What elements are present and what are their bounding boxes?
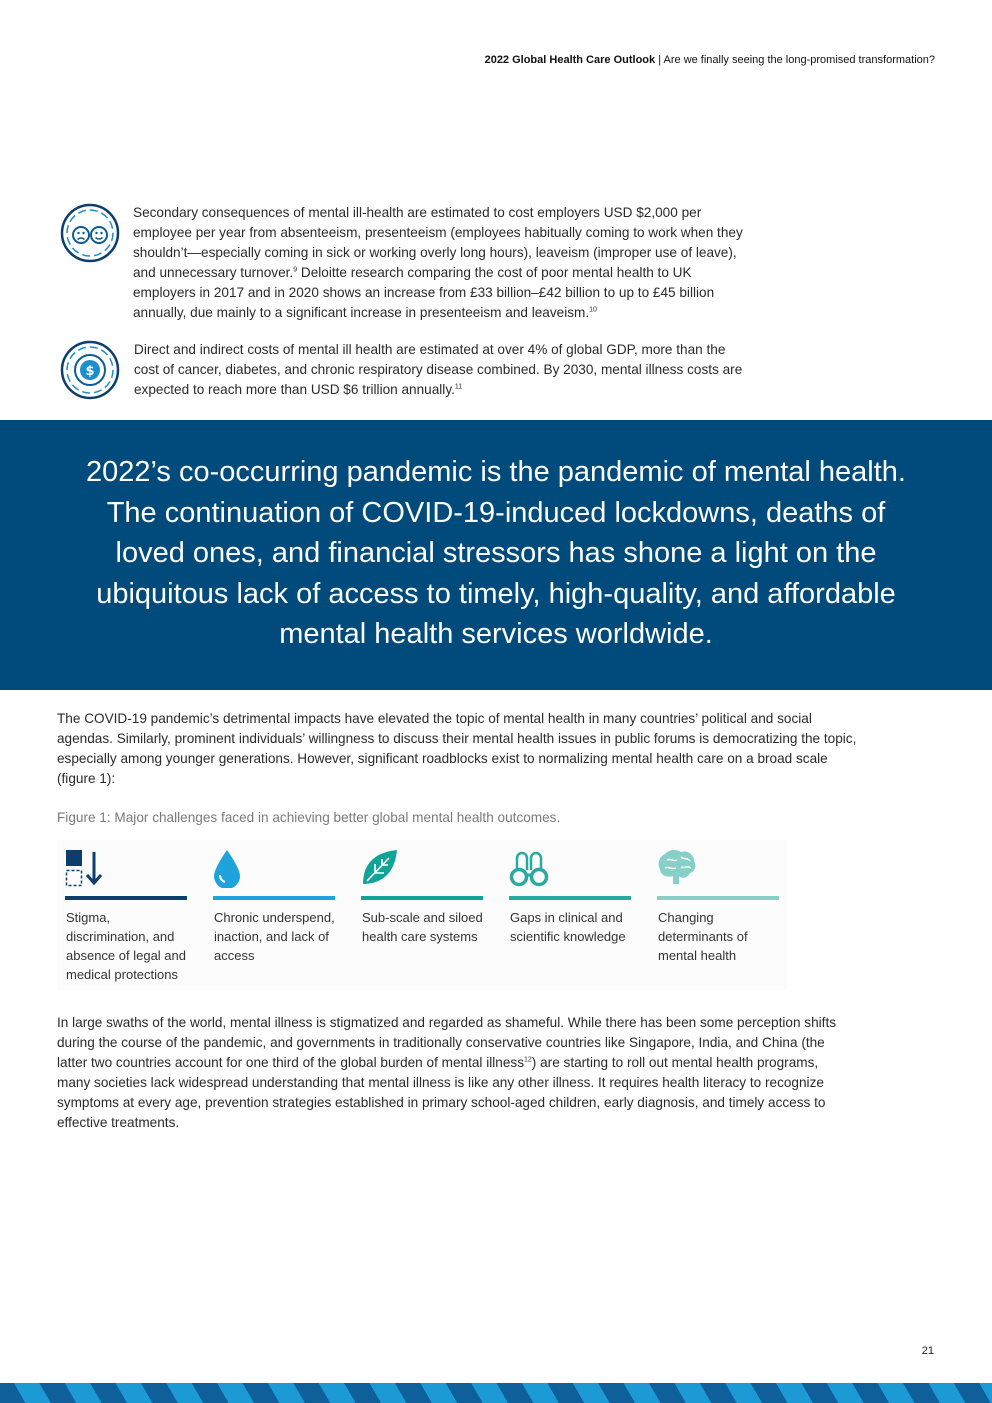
challenge-determinants-line [657,896,779,900]
footnote-ref[interactable]: 10 [589,306,597,314]
pull-quote-band [0,420,992,690]
figure-1-challenges [57,840,787,990]
challenge-determinants-label: Changing determinants of mental health [658,910,748,963]
stat-employer-cost [60,203,760,333]
doc-title: 2022 Global Health Care Outlook [484,54,656,66]
running-header [485,54,935,66]
footnote-ref[interactable]: 9 [293,266,298,274]
challenge-stigma-line [65,896,187,900]
challenge-knowledge-gaps-line [509,896,631,900]
body-paragraph-2: In large swaths of the world, mental illness is stigmatized and regarded as shameful. While there has been some perception shifts during the course of the pandemic, and governments in traditionally conservative countries like Singapore, India, and China (the latter two countries account for one third of the global burden of mental illness$^{12}$) are starting to roll out mental health programs, many societies lack widespread understanding that mental illness is like any other illness. It requires health literacy to recognize symptoms at every age, prevention strategies established in primary school-aged children, early diagnosis, and timely access to effective treatments. [57,1015,837,1130]
challenge-subscale-label: Sub-scale and siloed health care systems [362,910,483,944]
footnote-ref[interactable]: 11 [454,383,463,391]
stat-gdp-cost [60,340,760,410]
challenge-stigma-label: Stigma, discrimination, and absence of legal and medical protections [66,910,186,982]
challenge-underspend-line [213,896,335,900]
header-separator: | [655,54,664,66]
brain-icon [657,848,697,888]
svg-text:$: $ [85,364,95,379]
dollar-coin-icon [60,340,120,400]
challenge-underspend-label: Chronic underspend, inaction, and lack of access [214,910,335,963]
stigma-arrow-icon [65,848,105,888]
footnote-ref[interactable]: 12 [524,1056,532,1064]
pull-quote: 2022’s co-occurring pandemic is the pandemic of mental health. The continuation of COVID-19-induced lockdowns, deaths of loved ones, and financial stressors has shone a light on the ubiquitous lack of access to timely, high-quality, and affordable mental health services worldwide. [86,456,906,650]
body-paragraph-1: The COVID-19 pandemic’s detrimental impacts have elevated the topic of mental health in many countries’ political and social agendas. Similarly, prominent individuals’ willingness to discuss their mental health issues in public forums is democratizing the topic, especially among younger generations. However, significant roadblocks exist to normalizing mental health care on a broad scale (figure 1): [57,711,857,786]
water-drop-icon [213,848,253,888]
challenge-subscale-line [361,896,483,900]
leaf-icon [361,848,401,888]
footer-stripe-decoration [0,1383,992,1403]
stat-employer-cost-text: Secondary consequences of mental ill-health are estimated to cost employers USD $2,000 per employee per year from absenteeism, presenteeism (employees habitually coming to work when they shouldn’t—especially coming in sick or working overly long hours), leaveism (improper use of leave), and unnecessary turnover.$^9$ Deloitte research comparing the cost of poor mental health to UK employers in 2017 and in 2020 shows an increase from £33 billion–£42 billion to up to £45 billion annually, due mainly to a significant increase in presenteeism and leaveism.$^{10}$ [133,205,743,320]
challenge-knowledge-gaps-label: Gaps in clinical and scientific knowledge [510,910,626,944]
binoculars-icon [509,848,549,888]
page-number: 21 [921,1345,934,1357]
faces-icon [60,203,120,263]
stat-gdp-cost-text: Direct and indirect costs of mental ill health are estimated at over 4% of global GDP, more than the cost of cancer, diabetes, and chronic respiratory disease combined. By 2030, mental illness costs are expected to reach more than USD $6 trillion annually.$^{11}$ [134,342,743,397]
figure-caption: Figure 1: Major challenges faced in achieving better global mental health outcomes. [57,810,561,825]
doc-subtitle: Are we finally seeing the long-promised transformation? [663,54,935,66]
